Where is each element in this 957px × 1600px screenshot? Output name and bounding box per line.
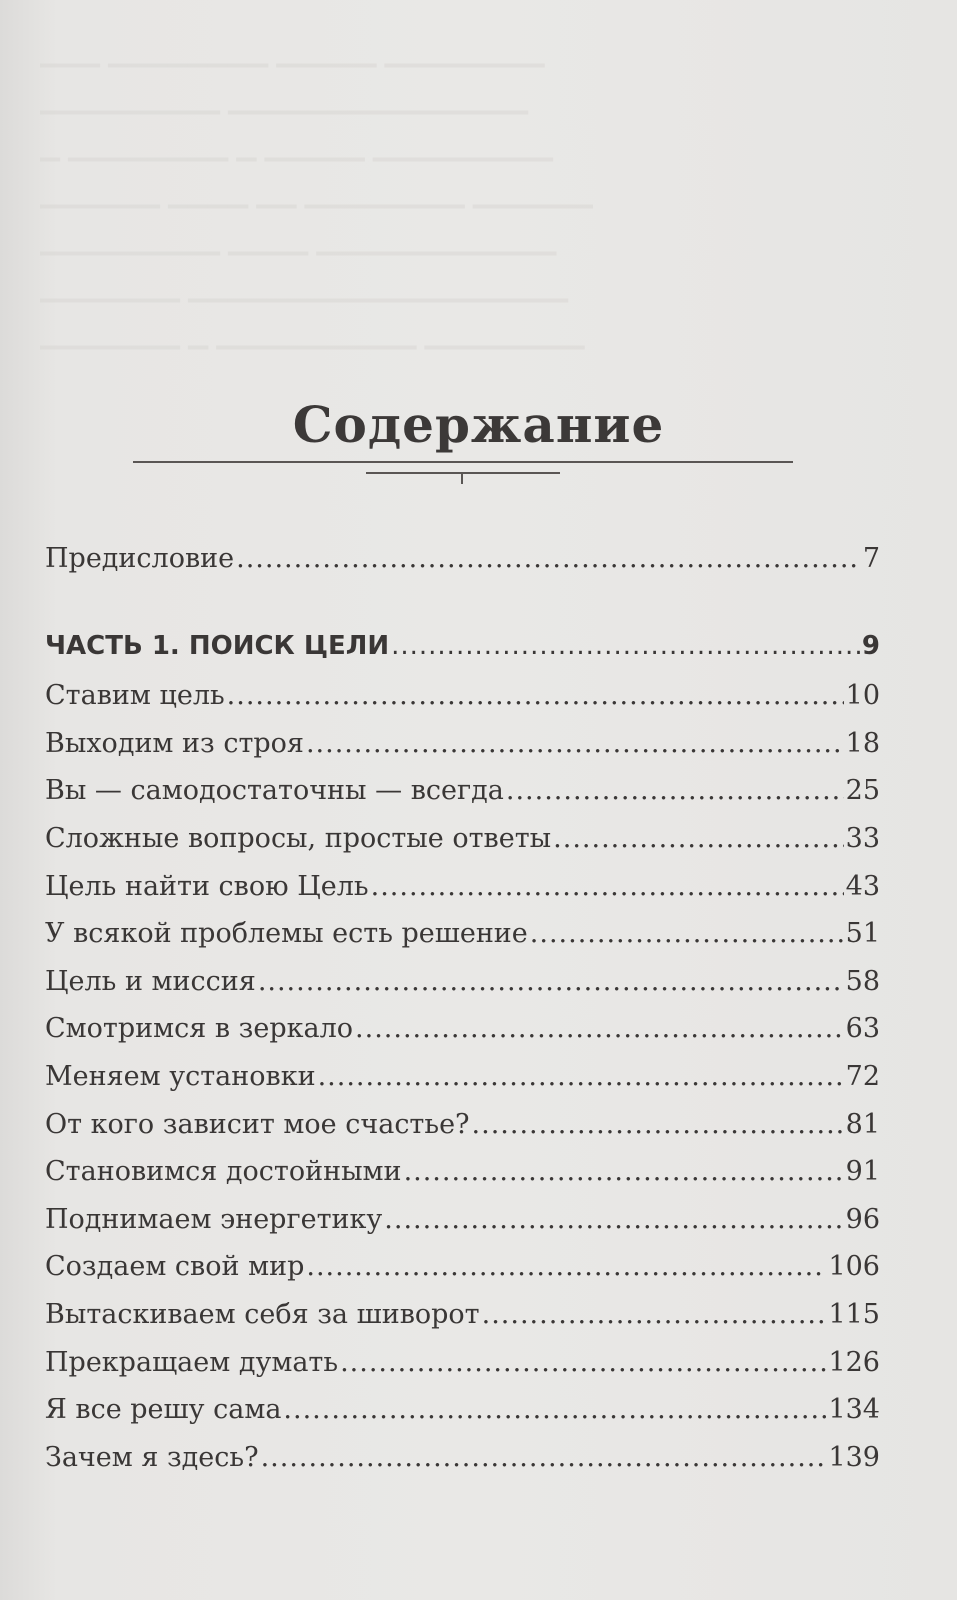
dot-leader bbox=[306, 720, 844, 768]
toc-entry-page: 33 bbox=[845, 822, 880, 854]
toc-entry-page: 91 bbox=[845, 1156, 880, 1188]
toc-entry bbox=[45, 1196, 880, 1244]
dot-leader bbox=[258, 958, 844, 1006]
toc-entry bbox=[45, 1053, 880, 1101]
page-title: Содержание bbox=[292, 395, 665, 454]
toc-entry-page: 7 bbox=[862, 543, 880, 574]
dot-leader bbox=[236, 535, 861, 583]
dot-leader bbox=[340, 1339, 826, 1387]
toc-entry-label: От кого зависит мое счастье? bbox=[45, 1108, 470, 1140]
toc-entry-label: Цель и миссия bbox=[45, 965, 256, 997]
toc-part-label: ЧАСТЬ 1. ПОИСК ЦЕЛИ bbox=[45, 630, 390, 661]
toc-entry bbox=[45, 1434, 880, 1482]
toc-entry-page: 81 bbox=[845, 1108, 880, 1140]
toc-entry bbox=[45, 1005, 880, 1053]
toc-entry-label: Смотримся в зеркало bbox=[45, 1013, 354, 1045]
toc-entry bbox=[45, 720, 880, 768]
toc-entry-page: 126 bbox=[828, 1346, 880, 1378]
toc-entry-label: Зачем я здесь? bbox=[45, 1441, 259, 1473]
toc-entry-label: Становимся достойными bbox=[45, 1156, 402, 1188]
toc-entry-page: 96 bbox=[845, 1203, 880, 1235]
dot-leader bbox=[306, 1243, 826, 1291]
toc-entry-label: Выходим из строя bbox=[45, 727, 304, 759]
toc-entry-label: Ставим цель bbox=[45, 680, 225, 712]
dot-leader bbox=[391, 623, 860, 671]
toc-entry bbox=[45, 1148, 880, 1196]
toc-entry bbox=[45, 1243, 880, 1291]
toc-entry-page: 58 bbox=[845, 965, 880, 997]
toc-entry bbox=[45, 672, 880, 720]
dot-leader bbox=[472, 1101, 844, 1149]
dot-leader bbox=[506, 767, 844, 815]
toc-entry-label: У всякой проблемы есть решение bbox=[45, 918, 528, 950]
dot-leader bbox=[227, 672, 844, 720]
toc-entry-page: 134 bbox=[828, 1394, 880, 1426]
toc-entry-label: Вы — самодостаточны — всегда bbox=[45, 775, 504, 807]
toc-entry bbox=[45, 815, 880, 863]
dot-leader bbox=[404, 1148, 844, 1196]
title-divider-tick bbox=[461, 474, 463, 484]
title-divider-ornament bbox=[366, 472, 560, 474]
toc-entry-label: Поднимаем энергетику bbox=[45, 1203, 383, 1235]
toc-entry-page: 51 bbox=[845, 918, 880, 950]
toc-entry bbox=[45, 910, 880, 958]
toc-entry-page: 10 bbox=[845, 680, 880, 712]
toc-entry-label: Сложные вопросы, простые ответы bbox=[45, 822, 552, 854]
toc-part-page: 9 bbox=[861, 630, 880, 661]
toc-entry-part-1 bbox=[45, 623, 880, 671]
toc-entry-page: 72 bbox=[845, 1060, 880, 1092]
toc-entry bbox=[45, 1339, 880, 1387]
dot-leader bbox=[318, 1053, 844, 1101]
toc-entry bbox=[45, 1291, 880, 1339]
toc-entry-label: Предисловие bbox=[45, 543, 235, 574]
toc-entry-page: 106 bbox=[828, 1251, 880, 1283]
dot-leader bbox=[371, 863, 844, 911]
toc-entry-preface bbox=[45, 535, 880, 583]
dot-leader bbox=[553, 815, 843, 863]
toc-entry-page: 115 bbox=[828, 1298, 880, 1330]
dot-leader bbox=[261, 1434, 827, 1482]
toc-entry bbox=[45, 767, 880, 815]
dot-leader bbox=[482, 1291, 827, 1339]
toc-entry-label: Я все решу сама bbox=[45, 1394, 282, 1426]
toc-entry-page: 25 bbox=[845, 775, 880, 807]
dot-leader bbox=[355, 1005, 844, 1053]
toc-entry bbox=[45, 863, 880, 911]
toc-entry bbox=[45, 1386, 880, 1434]
toc-entry bbox=[45, 1101, 880, 1149]
toc-entry-label: Цель найти свою Цель bbox=[45, 870, 369, 902]
toc-entry-page: 43 bbox=[845, 870, 880, 902]
toc-entry bbox=[45, 958, 880, 1006]
title-divider bbox=[133, 461, 793, 463]
dot-leader bbox=[530, 910, 844, 958]
bleed-through-text: ▁▁▁ ▁▁▁▁▁▁▁▁ ▁▁▁▁▁ ▁▁▁▁▁▁▁▁ ▁▁▁▁▁▁▁▁▁ ▁▁▁▁▁▁▁▁▁▁▁▁▁▁▁ ▁ ▁▁▁▁▁▁▁▁ ▁ ▁▁▁▁▁ ▁▁▁▁▁▁▁▁▁ ▁▁▁▁▁▁ ▁▁▁▁ ▁▁ ▁▁▁▁▁▁▁▁ ▁▁▁▁▁▁ ▁▁▁▁▁▁▁▁▁ ▁▁▁▁ ▁▁▁▁▁▁▁▁▁▁▁▁ ▁▁▁▁▁▁▁ ▁▁▁▁▁▁▁▁▁▁▁▁▁▁▁▁▁▁▁ ▁▁▁▁▁▁▁ ▁ ▁▁▁▁▁▁▁▁▁▁ ▁▁▁▁▁▁▁▁ bbox=[40, 38, 593, 350]
toc-entry-page: 63 bbox=[845, 1013, 880, 1045]
dot-leader bbox=[384, 1196, 843, 1244]
toc-entry-label: Меняем установки bbox=[45, 1060, 316, 1092]
table-of-contents bbox=[45, 535, 880, 1481]
dot-leader bbox=[283, 1386, 826, 1434]
toc-entry-label: Вытаскиваем себя за шиворот bbox=[45, 1298, 480, 1330]
toc-entry-label: Создаем свой мир bbox=[45, 1251, 305, 1283]
toc-entry-label: Прекращаем думать bbox=[45, 1346, 339, 1378]
toc-entry-page: 18 bbox=[845, 727, 880, 759]
toc-entry-page: 139 bbox=[828, 1441, 880, 1473]
